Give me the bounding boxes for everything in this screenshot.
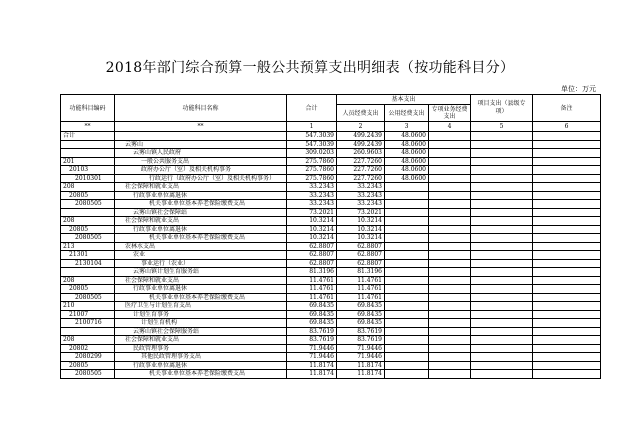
name-cell: 计划生育机构 (115, 319, 287, 328)
code-cell: 2080505 (61, 200, 115, 209)
personnel-cell: 69.8435 (337, 310, 385, 319)
index-cell: 4 (429, 122, 471, 132)
public-cell (385, 191, 429, 200)
table-row (61, 285, 601, 294)
name-cell: 行政运行（政府办公厅（室）及相关机构事务） (115, 174, 287, 183)
table-row (61, 293, 601, 302)
public-cell (385, 310, 429, 319)
project-cell (471, 336, 533, 345)
project-cell (471, 251, 533, 260)
code-cell: 208 (61, 276, 115, 285)
personnel-cell: 227.7260 (337, 166, 385, 175)
page-title: 2018年部门综合预算一般公共预算支出明细表（按功能科目分） (105, 60, 515, 76)
note-cell (533, 302, 601, 311)
note-cell (533, 191, 601, 200)
total-cell: 71.9446 (287, 344, 337, 353)
project-cell (471, 191, 533, 200)
table-row (61, 200, 601, 209)
table-row (61, 183, 601, 192)
table-row (61, 191, 601, 200)
table-row (61, 259, 601, 268)
public-cell (385, 208, 429, 217)
public-cell: 48.0600 (385, 157, 429, 166)
total-cell: 62.8807 (287, 242, 337, 251)
header-special: 专项业务经费支出 (429, 105, 471, 122)
note-cell (533, 319, 601, 328)
public-cell (385, 276, 429, 285)
public-cell (385, 336, 429, 345)
public-cell: 48.0600 (385, 140, 429, 149)
special-cell (429, 200, 471, 209)
header-project: 项目支出（县级专项） (471, 95, 533, 122)
total-cell: 547.3039 (287, 140, 337, 149)
note-cell (533, 353, 601, 362)
code-cell: 2080505 (61, 234, 115, 243)
total-cell: 547.3039 (287, 132, 337, 141)
personnel-cell: 499.2439 (337, 132, 385, 141)
total-cell: 69.8435 (287, 310, 337, 319)
name-cell: 社会保障和就业支出 (115, 183, 287, 192)
personnel-cell: 10.3214 (337, 225, 385, 234)
table-row (61, 276, 601, 285)
name-cell: 云雾山镇社会保障站 (115, 208, 287, 217)
name-cell: 一般公共服务支出 (115, 157, 287, 166)
code-cell: 2080299 (61, 353, 115, 362)
table-row (61, 268, 601, 277)
special-cell (429, 259, 471, 268)
note-cell (533, 336, 601, 345)
special-cell (429, 285, 471, 294)
index-cell: 3 (385, 122, 429, 132)
special-cell (429, 251, 471, 260)
index-cell: ** (61, 122, 115, 132)
name-cell: 社会保障和就业支出 (115, 336, 287, 345)
total-cell: 83.7619 (287, 327, 337, 336)
personnel-cell: 83.7619 (337, 327, 385, 336)
index-cell: 6 (533, 122, 601, 132)
public-cell (385, 293, 429, 302)
special-cell (429, 319, 471, 328)
public-cell (385, 251, 429, 260)
project-cell (471, 370, 533, 379)
project-cell (471, 208, 533, 217)
index-cell: 2 (337, 122, 385, 132)
total-cell: 33.2343 (287, 200, 337, 209)
header-personnel: 人员经费支出 (337, 105, 385, 122)
project-cell (471, 327, 533, 336)
budget-table (60, 94, 601, 379)
project-cell (471, 149, 533, 158)
name-cell: 云雾山镇社会保障服务站 (115, 327, 287, 336)
note-cell (533, 208, 601, 217)
project-cell (471, 183, 533, 192)
code-cell (61, 208, 115, 217)
note-cell (533, 166, 601, 175)
note-cell (533, 327, 601, 336)
project-cell (471, 132, 533, 141)
total-cell: 33.2343 (287, 183, 337, 192)
code-cell: 2010301 (61, 174, 115, 183)
name-cell: 农业 (115, 251, 287, 260)
note-cell (533, 183, 601, 192)
total-cell: 275.7860 (287, 157, 337, 166)
special-cell (429, 361, 471, 370)
project-cell (471, 302, 533, 311)
personnel-cell: 227.7260 (337, 174, 385, 183)
table-row (61, 319, 601, 328)
total-cell: 309.0203 (287, 149, 337, 158)
total-cell: 11.8174 (287, 361, 337, 370)
table-row (61, 225, 601, 234)
total-cell: 11.4761 (287, 285, 337, 294)
name-cell (115, 132, 287, 141)
total-cell: 275.7860 (287, 166, 337, 175)
table-row (61, 242, 601, 251)
note-cell (533, 200, 601, 209)
special-cell (429, 234, 471, 243)
name-cell: 其他民政管理事务支出 (115, 353, 287, 362)
name-cell: 机关事业单位基本养老保险缴费支出 (115, 200, 287, 209)
name-cell: 社会保障和就业支出 (115, 276, 287, 285)
public-cell (385, 234, 429, 243)
table-row (61, 361, 601, 370)
header-public: 公用经费支出 (385, 105, 429, 122)
total-cell: 62.8807 (287, 251, 337, 260)
header-code: 功能科目编码 (61, 95, 115, 122)
public-cell (385, 285, 429, 294)
code-cell: 20805 (61, 285, 115, 294)
code-cell: 2080505 (61, 370, 115, 379)
note-cell (533, 132, 601, 141)
note-cell (533, 217, 601, 226)
code-cell: 20103 (61, 166, 115, 175)
table-row (61, 149, 601, 158)
personnel-cell: 81.3196 (337, 268, 385, 277)
total-cell: 69.8435 (287, 302, 337, 311)
public-cell (385, 183, 429, 192)
header-basic: 基本支出 (337, 95, 471, 105)
table-row (61, 370, 601, 379)
project-cell (471, 353, 533, 362)
special-cell (429, 166, 471, 175)
note-cell (533, 140, 601, 149)
special-cell (429, 183, 471, 192)
personnel-cell: 33.2343 (337, 200, 385, 209)
name-cell: 机关事业单位基本养老保险缴费支出 (115, 293, 287, 302)
personnel-cell: 11.4761 (337, 293, 385, 302)
header-row-1 (61, 95, 601, 105)
table-row (61, 336, 601, 345)
public-cell (385, 200, 429, 209)
project-cell (471, 361, 533, 370)
public-cell (385, 217, 429, 226)
header-total: 合计 (287, 95, 337, 122)
special-cell (429, 208, 471, 217)
special-cell (429, 157, 471, 166)
code-cell: 213 (61, 242, 115, 251)
total-cell: 33.2343 (287, 191, 337, 200)
total-cell: 73.2021 (287, 208, 337, 217)
total-cell: 275.7860 (287, 174, 337, 183)
note-cell (533, 157, 601, 166)
public-cell (385, 353, 429, 362)
code-cell: 21007 (61, 310, 115, 319)
project-cell (471, 200, 533, 209)
header-note: 备注 (533, 95, 601, 122)
code-cell: 20802 (61, 344, 115, 353)
personnel-cell: 62.8807 (337, 242, 385, 251)
total-cell: 69.8435 (287, 319, 337, 328)
name-cell: 行政事业单位离退休 (115, 225, 287, 234)
public-cell (385, 370, 429, 379)
personnel-cell: 11.4761 (337, 276, 385, 285)
total-cell: 11.8174 (287, 370, 337, 379)
header-name: 功能科目名称 (115, 95, 287, 122)
code-cell (61, 140, 115, 149)
special-cell (429, 336, 471, 345)
table-row (61, 166, 601, 175)
personnel-cell: 260.9603 (337, 149, 385, 158)
total-cell: 62.8807 (287, 259, 337, 268)
special-cell (429, 353, 471, 362)
code-cell: 21301 (61, 251, 115, 260)
special-cell (429, 370, 471, 379)
total-cell: 11.4761 (287, 276, 337, 285)
code-cell: 208 (61, 217, 115, 226)
code-cell (61, 268, 115, 277)
code-cell: 210 (61, 302, 115, 311)
name-cell: 社会保障和就业支出 (115, 217, 287, 226)
project-cell (471, 242, 533, 251)
total-cell: 81.3196 (287, 268, 337, 277)
personnel-cell: 11.4761 (337, 285, 385, 294)
name-cell: 机关事业单位基本养老保险缴费支出 (115, 234, 287, 243)
public-cell (385, 361, 429, 370)
name-cell: 云雾山镇计划生育服务站 (115, 268, 287, 277)
personnel-cell: 69.8435 (337, 302, 385, 311)
table-row (61, 140, 601, 149)
special-cell (429, 149, 471, 158)
special-cell (429, 242, 471, 251)
personnel-cell: 83.7619 (337, 336, 385, 345)
special-cell (429, 140, 471, 149)
personnel-cell: 11.8174 (337, 361, 385, 370)
table-row (61, 251, 601, 260)
code-cell (61, 327, 115, 336)
code-cell: 2080505 (61, 293, 115, 302)
project-cell (471, 293, 533, 302)
total-cell: 10.3214 (287, 217, 337, 226)
note-cell (533, 149, 601, 158)
special-cell (429, 327, 471, 336)
code-cell: 20805 (61, 225, 115, 234)
project-cell (471, 166, 533, 175)
table-row (61, 302, 601, 311)
personnel-cell: 227.7260 (337, 157, 385, 166)
personnel-cell: 71.9446 (337, 344, 385, 353)
project-cell (471, 225, 533, 234)
total-cell: 83.7619 (287, 336, 337, 345)
special-cell (429, 191, 471, 200)
name-cell: 行政事业单位离退休 (115, 285, 287, 294)
note-cell (533, 174, 601, 183)
special-cell (429, 310, 471, 319)
table-row (61, 310, 601, 319)
public-cell (385, 268, 429, 277)
name-cell: 云雾山镇人民政府 (115, 149, 287, 158)
personnel-cell: 73.2021 (337, 208, 385, 217)
project-cell (471, 310, 533, 319)
name-cell: 民政管理事务 (115, 344, 287, 353)
code-cell: 2100716 (61, 319, 115, 328)
name-cell: 行政事业单位离退休 (115, 361, 287, 370)
note-cell (533, 234, 601, 243)
index-row (61, 122, 601, 132)
note-cell (533, 344, 601, 353)
special-cell (429, 217, 471, 226)
name-cell: 医疗卫生与计划生育支出 (115, 302, 287, 311)
project-cell (471, 157, 533, 166)
personnel-cell: 10.3214 (337, 234, 385, 243)
note-cell (533, 225, 601, 234)
total-cell: 71.9446 (287, 353, 337, 362)
table-row (61, 327, 601, 336)
public-cell (385, 344, 429, 353)
table-row (61, 174, 601, 183)
table-row (61, 353, 601, 362)
special-cell (429, 132, 471, 141)
index-cell: 5 (471, 122, 533, 132)
name-cell: 农林水支出 (115, 242, 287, 251)
note-cell (533, 268, 601, 277)
project-cell (471, 174, 533, 183)
public-cell (385, 302, 429, 311)
note-cell (533, 310, 601, 319)
personnel-cell: 33.2343 (337, 183, 385, 192)
special-cell (429, 276, 471, 285)
personnel-cell: 33.2343 (337, 191, 385, 200)
special-cell (429, 268, 471, 277)
code-cell: 201 (61, 157, 115, 166)
project-cell (471, 217, 533, 226)
note-cell (533, 285, 601, 294)
public-cell: 48.0600 (385, 166, 429, 175)
project-cell (471, 268, 533, 277)
public-cell (385, 225, 429, 234)
name-cell: 机关事业单位基本养老保险缴费支出 (115, 370, 287, 379)
code-cell: 208 (61, 336, 115, 345)
project-cell (471, 259, 533, 268)
personnel-cell: 11.8174 (337, 370, 385, 379)
special-cell (429, 302, 471, 311)
personnel-cell: 62.8807 (337, 259, 385, 268)
project-cell (471, 140, 533, 149)
table-row (61, 132, 601, 141)
personnel-cell: 69.8435 (337, 319, 385, 328)
index-cell: ** (115, 122, 287, 132)
table-row (61, 217, 601, 226)
table-row (61, 157, 601, 166)
table-row (61, 234, 601, 243)
project-cell (471, 285, 533, 294)
code-cell: 208 (61, 183, 115, 192)
unit-label: 单位：万元 (561, 85, 596, 93)
name-cell: 计划生育事务 (115, 310, 287, 319)
public-cell (385, 319, 429, 328)
project-cell (471, 276, 533, 285)
project-cell (471, 234, 533, 243)
code-cell: 20805 (61, 361, 115, 370)
personnel-cell: 499.2439 (337, 140, 385, 149)
project-cell (471, 319, 533, 328)
note-cell (533, 259, 601, 268)
table-row (61, 208, 601, 217)
total-cell: 10.3214 (287, 225, 337, 234)
total-cell: 10.3214 (287, 234, 337, 243)
code-cell: 20805 (61, 191, 115, 200)
code-cell: 2130104 (61, 259, 115, 268)
note-cell (533, 370, 601, 379)
public-cell: 48.0600 (385, 174, 429, 183)
public-cell (385, 327, 429, 336)
public-cell (385, 242, 429, 251)
name-cell: 事业运行（农业） (115, 259, 287, 268)
code-cell (61, 149, 115, 158)
note-cell (533, 251, 601, 260)
personnel-cell: 71.9446 (337, 353, 385, 362)
special-cell (429, 225, 471, 234)
name-cell: 行政事业单位离退休 (115, 191, 287, 200)
public-cell (385, 259, 429, 268)
personnel-cell: 62.8807 (337, 251, 385, 260)
table-row (61, 344, 601, 353)
total-cell: 11.4761 (287, 293, 337, 302)
note-cell (533, 276, 601, 285)
personnel-cell: 10.3214 (337, 217, 385, 226)
public-cell: 48.0600 (385, 132, 429, 141)
note-cell (533, 361, 601, 370)
note-cell (533, 242, 601, 251)
index-cell: 1 (287, 122, 337, 132)
special-cell (429, 293, 471, 302)
name-cell: 云雾山 (115, 140, 287, 149)
special-cell (429, 344, 471, 353)
public-cell: 48.0600 (385, 149, 429, 158)
name-cell: 政府办公厅（室）及相关机构事务 (115, 166, 287, 175)
special-cell (429, 174, 471, 183)
note-cell (533, 293, 601, 302)
project-cell (471, 344, 533, 353)
code-cell: 合计 (61, 132, 115, 141)
